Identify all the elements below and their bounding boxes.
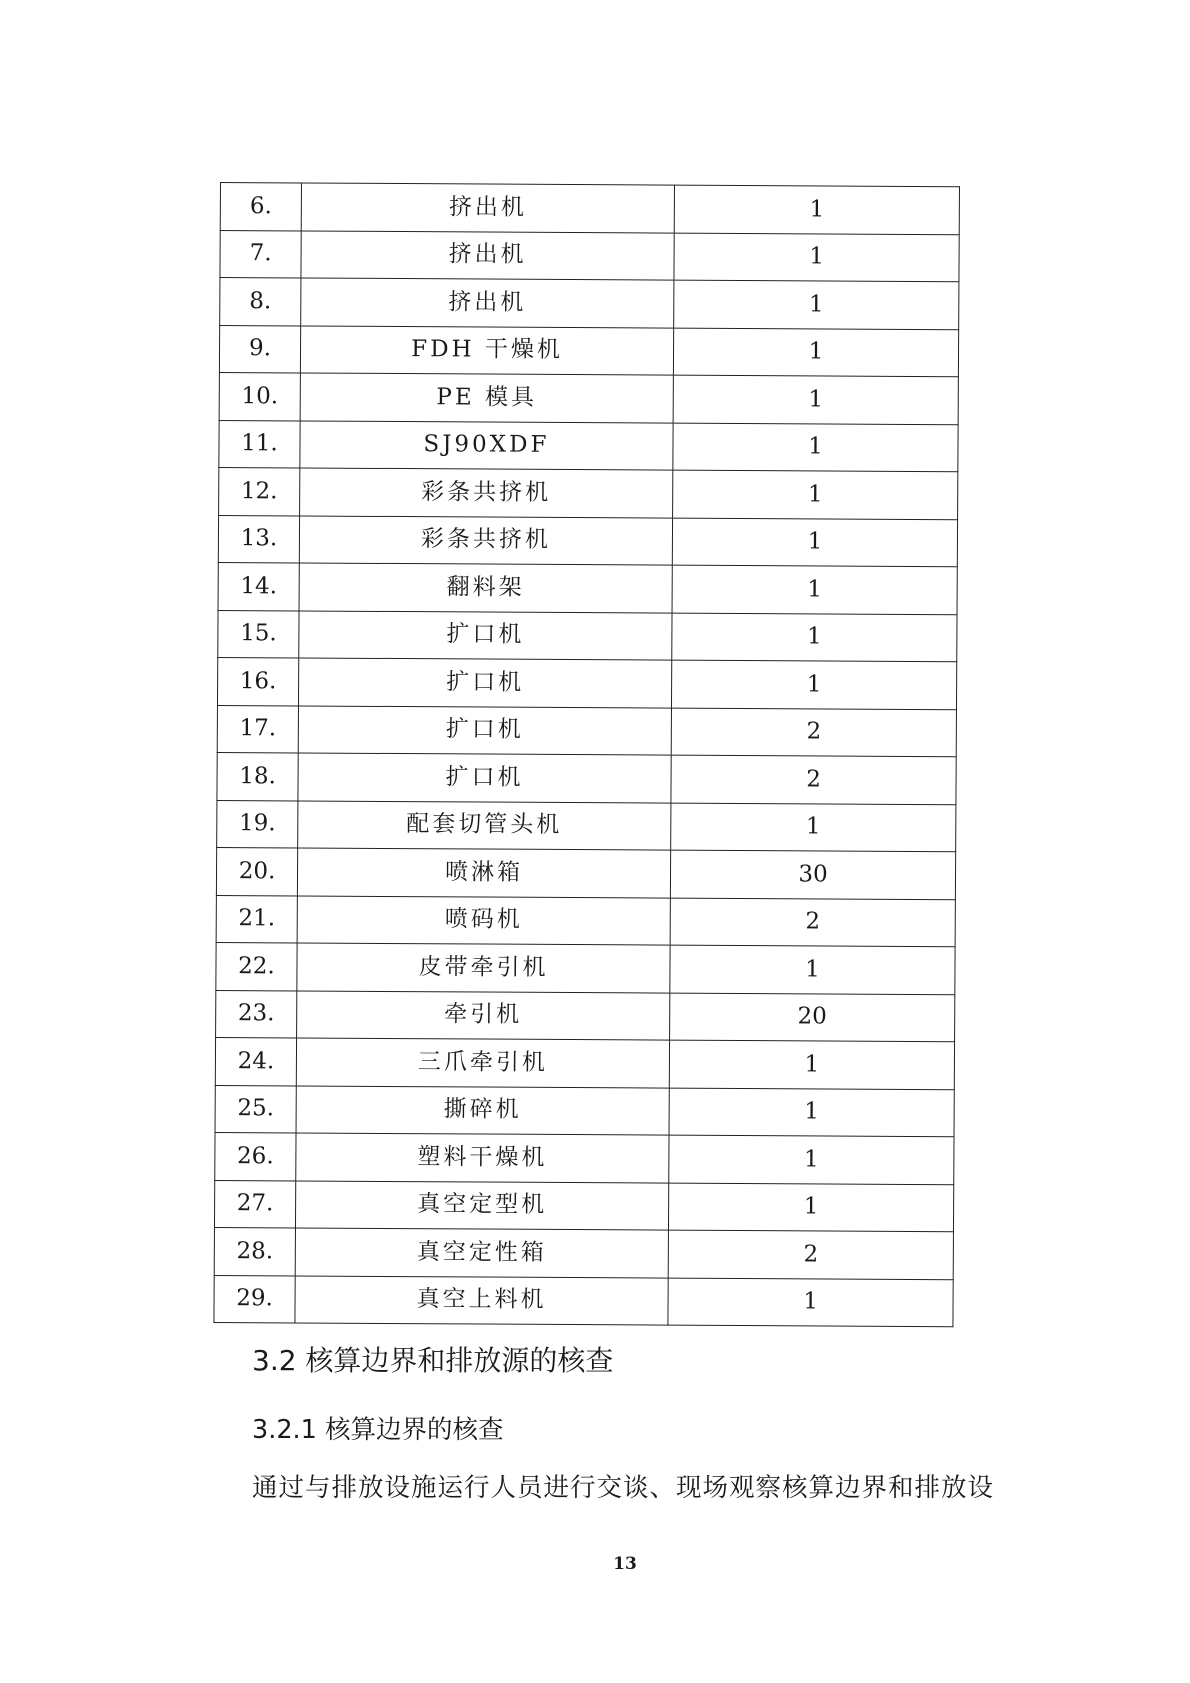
equipment-name-cell: 扩口机 [298, 658, 671, 708]
equipment-table [213, 182, 960, 1327]
quantity-cell: 20 [670, 993, 955, 1042]
row-number-cell: 9. [219, 325, 300, 373]
equipment-name-cell: 塑料干燥机 [296, 1133, 669, 1183]
row-number-cell: 25. [215, 1085, 296, 1133]
quantity-cell: 1 [674, 280, 959, 329]
table-row [217, 657, 956, 709]
quantity-cell: 1 [674, 185, 959, 234]
quantity-cell: 2 [670, 898, 955, 947]
quantity-cell: 1 [673, 375, 958, 424]
table-row [217, 800, 956, 852]
equipment-name-cell: 扩口机 [299, 610, 672, 660]
equipment-name-cell: 真空定性箱 [295, 1228, 668, 1278]
table-row [216, 895, 955, 947]
equipment-name-cell: 真空定型机 [295, 1180, 668, 1230]
equipment-name-cell: 翻料架 [299, 563, 672, 613]
row-number-cell: 22. [216, 942, 297, 990]
row-number-cell: 21. [216, 895, 297, 943]
table-row [215, 1037, 954, 1089]
row-number-cell: 27. [214, 1180, 295, 1228]
quantity-cell: 1 [672, 518, 957, 567]
row-number-cell: 10. [219, 372, 300, 420]
table-row [219, 467, 958, 519]
quantity-cell: 1 [671, 803, 956, 852]
quantity-cell: 1 [669, 1135, 954, 1184]
quantity-cell: 1 [669, 1040, 954, 1089]
table-row [220, 183, 959, 235]
equipment-name-cell: 三爪牵引机 [296, 1038, 669, 1088]
quantity-cell: 1 [673, 470, 958, 519]
row-number-cell: 18. [217, 752, 298, 800]
table-row [216, 847, 955, 899]
row-number-cell: 6. [220, 183, 301, 231]
table-row [216, 942, 955, 994]
quantity-cell: 1 [672, 613, 957, 662]
quantity-cell: 1 [668, 1278, 953, 1327]
equipment-name-cell: 撕碎机 [296, 1085, 669, 1135]
row-number-cell: 19. [217, 800, 298, 848]
subsection-heading: 3.2.1 核算边界的核查 [252, 1415, 504, 1445]
table-row [214, 1227, 953, 1279]
quantity-cell: 1 [673, 328, 958, 377]
quantity-cell: 1 [668, 1183, 953, 1232]
quantity-cell: 2 [671, 755, 956, 804]
equipment-name-cell: 扩口机 [298, 705, 671, 755]
equipment-name-cell: FDH 干燥机 [300, 325, 673, 375]
equipment-name-cell: 扩口机 [298, 753, 671, 803]
equipment-name-cell: 挤出机 [301, 183, 674, 233]
table-row [218, 610, 957, 662]
quantity-cell: 1 [673, 423, 958, 472]
row-number-cell: 7. [220, 230, 301, 278]
quantity-cell: 2 [671, 708, 956, 757]
equipment-name-cell: 皮带牵引机 [297, 943, 670, 993]
row-number-cell: 11. [219, 420, 300, 468]
table-row [220, 278, 959, 330]
equipment-name-cell: 彩条共挤机 [300, 468, 673, 518]
row-number-cell: 13. [218, 515, 299, 563]
equipment-name-cell: 配套切管头机 [298, 800, 671, 850]
row-number-cell: 8. [220, 278, 301, 326]
row-number-cell: 15. [218, 610, 299, 658]
quantity-cell: 1 [674, 233, 959, 282]
table-row [214, 1275, 953, 1327]
equipment-table-body [214, 183, 960, 1327]
equipment-name-cell: 牵引机 [297, 990, 670, 1040]
equipment-name-cell: SJ90XDF [300, 420, 673, 470]
table-row [215, 1085, 954, 1137]
row-number-cell: 26. [215, 1132, 296, 1180]
quantity-cell: 2 [668, 1230, 953, 1279]
table-row [217, 705, 956, 757]
equipment-name-cell: 真空上料机 [295, 1275, 668, 1325]
body-paragraph: 通过与排放设施运行人员进行交谈、现场观察核算边界和排放设 [252, 1473, 995, 1503]
quantity-cell: 1 [672, 565, 957, 614]
row-number-cell: 28. [214, 1227, 295, 1275]
equipment-name-cell: 挤出机 [301, 278, 674, 328]
quantity-cell: 1 [671, 660, 956, 709]
table-row [215, 1132, 954, 1184]
equipment-name-cell: 挤出机 [301, 230, 674, 280]
row-number-cell: 12. [219, 467, 300, 515]
quantity-cell: 1 [670, 945, 955, 994]
equipment-name-cell: PE 模具 [300, 373, 673, 423]
row-number-cell: 17. [217, 705, 298, 753]
equipment-name-cell: 彩条共挤机 [299, 515, 672, 565]
row-number-cell: 23. [216, 990, 297, 1038]
table-row [219, 372, 958, 424]
equipment-name-cell: 喷淋箱 [297, 848, 670, 898]
table-row [217, 752, 956, 804]
quantity-cell: 30 [670, 850, 955, 899]
page-number: 13 [613, 1554, 637, 1574]
row-number-cell: 20. [216, 847, 297, 895]
table-row [216, 990, 955, 1042]
row-number-cell: 24. [215, 1037, 296, 1085]
row-number-cell: 14. [218, 562, 299, 610]
table-row [214, 1180, 953, 1232]
row-number-cell: 29. [214, 1275, 295, 1323]
quantity-cell: 1 [669, 1088, 954, 1137]
table-row [218, 515, 957, 567]
table-row [219, 420, 958, 472]
section-heading: 3.2 核算边界和排放源的核查 [252, 1344, 614, 1377]
table-row [220, 230, 959, 282]
row-number-cell: 16. [217, 657, 298, 705]
table-row [219, 325, 958, 377]
equipment-name-cell: 喷码机 [297, 895, 670, 945]
table-row [218, 562, 957, 614]
